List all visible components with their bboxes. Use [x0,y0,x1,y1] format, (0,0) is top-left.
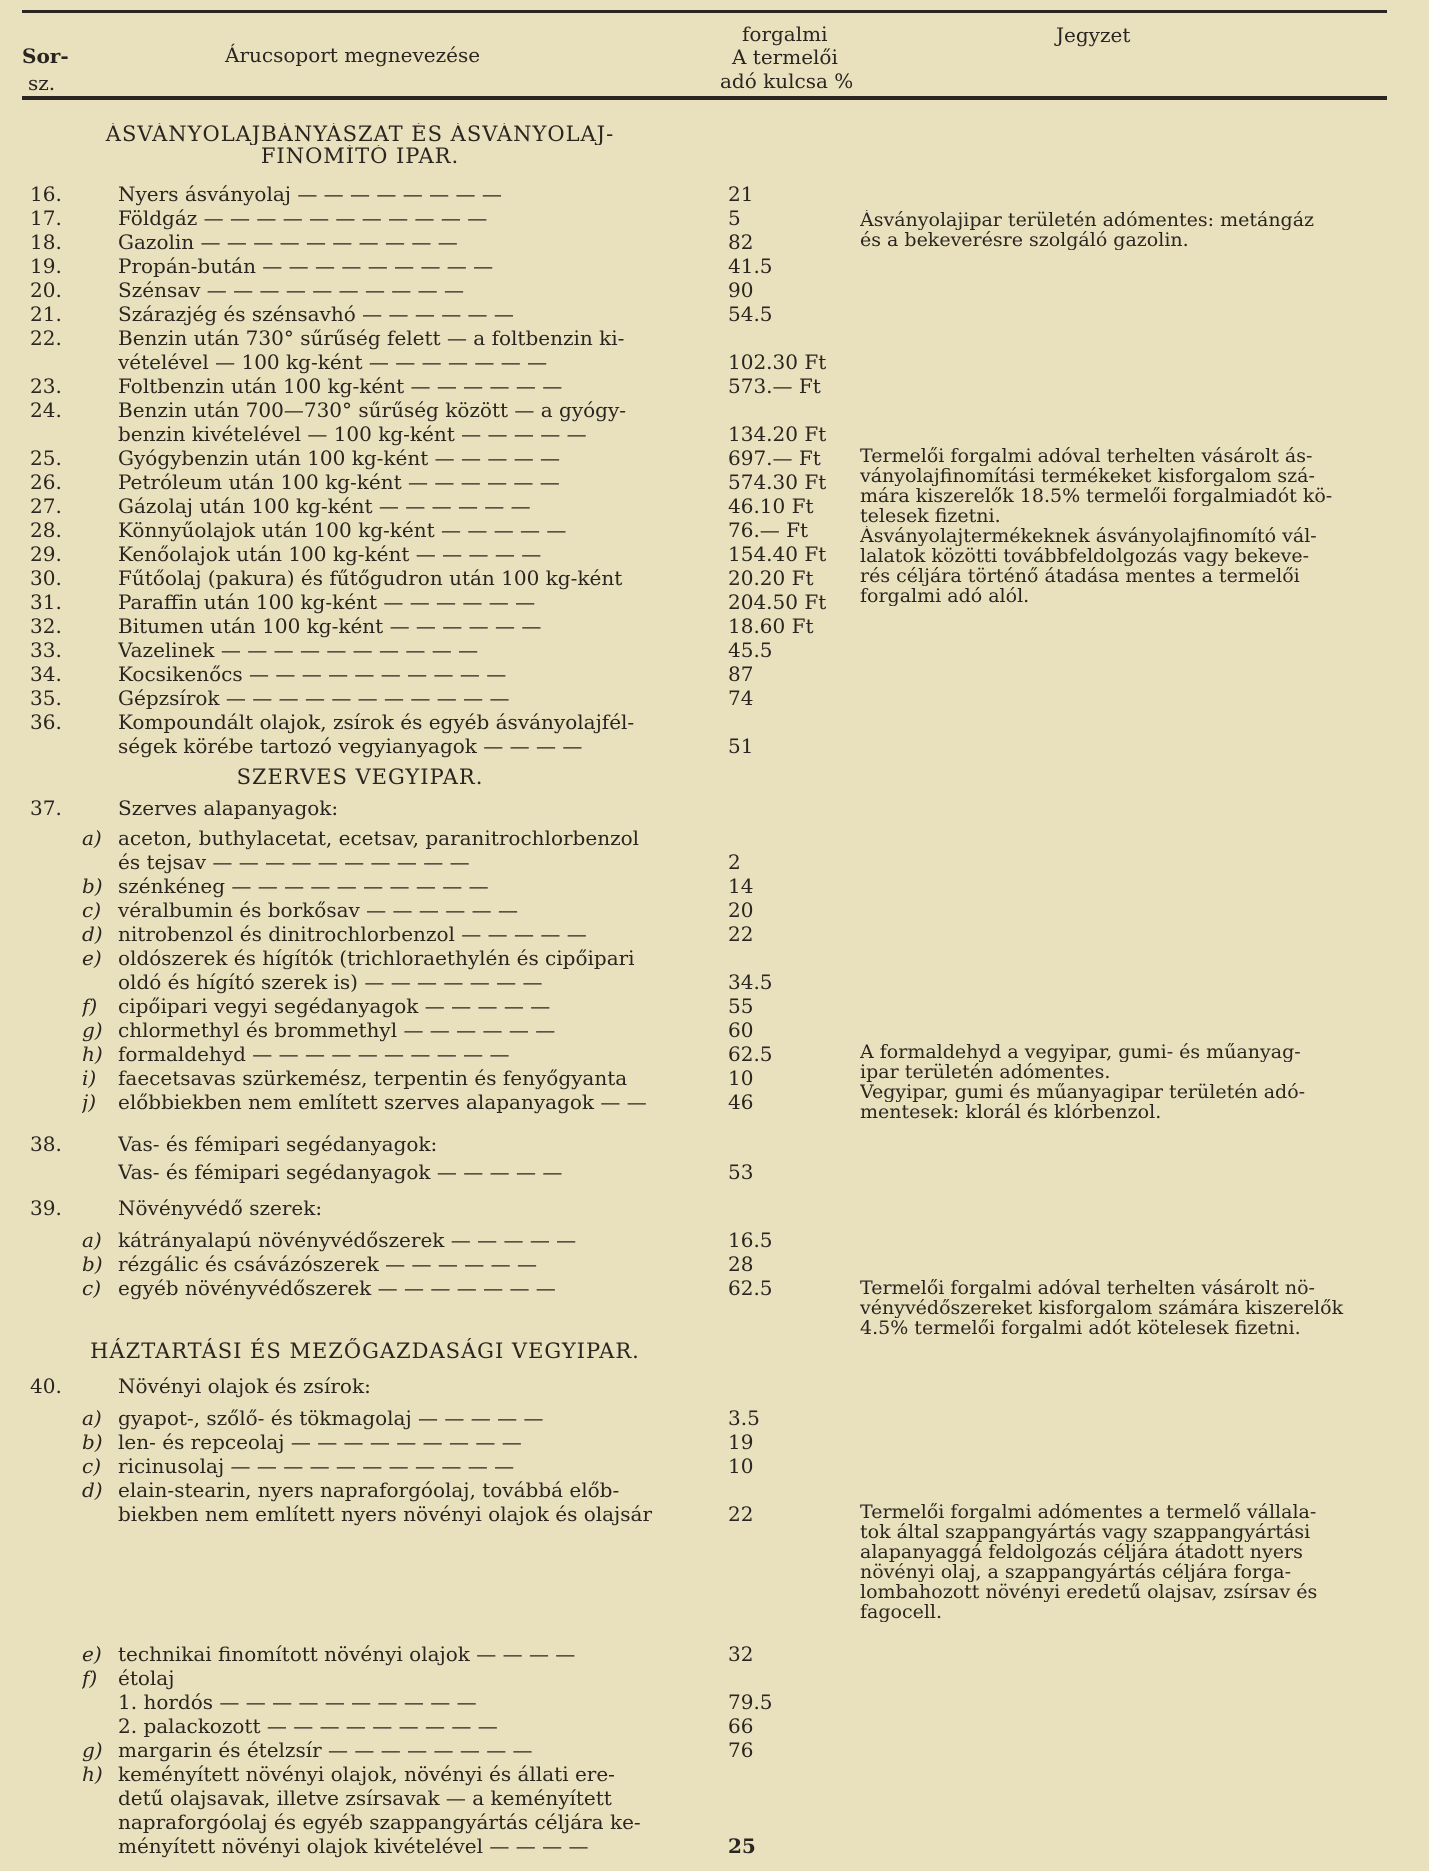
sub-item-text: oldó és hígító szerek is) — — — — — — — [118,970,543,994]
row-rate: 46.10 Ft [728,494,814,518]
row-number: 26. [30,470,62,494]
sub-item-c [82,1276,694,1300]
row-number: 37. [30,796,62,820]
row-number: 16. [30,182,62,206]
row-rate: 76.— Ft [728,518,809,542]
sub-item-text: technikai finomított növényi olajok — — — — [118,1642,576,1666]
sub-letter: e) [82,1642,102,1666]
sub-item-text: keményített növényi olajok, növényi és állati ere- [118,1762,615,1786]
note-line: forgalmi adó alól. [860,586,1030,606]
row-text: Bitumen után 100 kg-ként — — — — — — [118,614,542,638]
row-text: Kenőolajok után 100 kg-ként — — — — — [118,542,542,566]
row-number: 21. [30,302,62,326]
row-number: 28. [30,518,62,542]
sub-item-e [82,946,694,994]
note-formaldehyde [860,1042,1390,1122]
note-line: fagocell. [860,1602,943,1622]
section-title-organic-chemistry: SZERVES VEGYIPAR. [236,765,484,789]
row-rate: 60 [728,1018,754,1042]
note-line: A formaldehyd a vegyipar, gumi- és műanyag- [860,1042,1301,1062]
row-rate: 90 [728,278,754,302]
row-number: 36. [30,710,62,734]
row-number: 18. [30,230,62,254]
sub-item-c [82,1454,694,1478]
row-rate: 54.5 [728,302,773,326]
sub-item-g [82,1018,694,1042]
sub-item-text: véralbumin és borkősav — — — — — — [118,898,518,922]
note-line: 4.5% termelői forgalmi adót kötelesek fizetni. [860,1318,1301,1338]
row-rate: 102.30 Ft [728,350,827,374]
sub-item-a [82,826,694,874]
sub-letter: g) [82,1018,103,1042]
sub-item-f [82,994,694,1018]
row-text: Propán-bután — — — — — — — — — [118,254,494,278]
note-refinery-products [860,446,1390,606]
sub-item-h [82,1042,694,1066]
row-rate: 87 [728,662,754,686]
row-rate: 10 [728,1066,754,1090]
sub-item-text: formaldehyd — — — — — — — — — — [118,1042,510,1066]
sub-item-d [82,1478,694,1526]
sub-letter: c) [82,1454,102,1478]
row-text: Vas- és fémipari segédanyagok — — — — — [118,1160,563,1184]
sub-item-text: elain-stearin, nyers napraforgóolaj, továbbá előb- [118,1478,620,1502]
row-text: Szénsav — — — — — — — — — — [118,278,465,302]
sub-item-text: kátrányalapú növényvédőszerek — — — — — [118,1228,577,1252]
note-line: mára kiszerelők 18.5% termelői forgalmiadót kö- [860,486,1333,506]
row-rate: 5 [728,206,741,230]
row-text: Gyógybenzin után 100 kg-ként — — — — — [118,446,561,470]
row-rate: 204.50 Ft [728,590,827,614]
row-text: Gazolin — — — — — — — — — — [118,230,458,254]
row-rate: 697.— Ft [728,446,821,470]
row-number: 34. [30,662,62,686]
sub-letter: c) [82,898,102,922]
sub-item-text: faecetsavas szürkemész, terpentin és fenyőgyanta [118,1066,628,1090]
row-rate: 41.5 [728,254,773,278]
row-text: Petróleum után 100 kg-ként — — — — — — [118,470,560,494]
sub-item-text: gyapot-, szőlő- és tökmagolaj — — — — — [118,1406,544,1430]
note-line: lalatok közötti továbbfeldolgozás vagy bekeve- [860,546,1310,566]
note-line: telesek fizetni. [860,506,1001,526]
row-rate: 45.5 [728,638,773,662]
row-rate: 22 [728,1502,754,1526]
row-number: 31. [30,590,62,614]
sub-item-a [82,1228,694,1252]
row-text-line: Kompoundált olajok, zsírok és egyéb ásványolajfél- [118,710,635,734]
row-number: 35. [30,686,62,710]
sub-item-line [82,1810,694,1834]
sub-item-text: detű olajsavak, illetve zsírsavak — a keményített [118,1786,612,1810]
row-rate: 53 [728,1160,754,1184]
sub-item-text: aceton, buthylacetat, ecetsav, paranitrochlorbenzol [118,826,640,850]
note-line: Ásványolajipar területén adómentes: metángáz [860,210,1315,230]
header-name: Árucsoport megnevezése [225,43,481,67]
note-line: alapanyaggá feldolgozás céljára átadott nyers [860,1542,1303,1562]
row-text: Nyers ásványolaj — — — — — — — — [118,182,502,206]
row-rate: 79.5 [728,1690,773,1714]
row-text: Gépzsírok — — — — — — — — — — — [118,686,510,710]
row-text-line: ségek körébe tartozó vegyianyagok — — — — [118,734,583,758]
sub-item-text: oldószerek és hígítók (trichloraethylén és cipőipari [118,946,635,970]
note-line: lombahozott növényi eredetű olajsav, zsírsav és [860,1582,1318,1602]
row-rate: 573.— Ft [728,374,821,398]
header-note: Jegyzet [1056,23,1131,47]
sub-letter: h) [82,1042,103,1066]
row-rate: 154.40 Ft [728,542,827,566]
row-rate: 574.30 Ft [728,470,827,494]
sub-item-text: előbbiekben nem említett szerves alapanyagok — — [118,1090,647,1114]
row-rate: 22 [728,922,754,946]
sub-item-text: chlormethyl és brommethyl — — — — — — [118,1018,556,1042]
sub-letter: g) [82,1738,103,1762]
row-text-line: Benzin után 700—730° sűrűség között — a gyógy- [118,398,627,422]
sub-item-line [82,946,694,970]
sub-item-i [82,1066,694,1090]
note-line: Termelői forgalmi adóval terhelten vásárolt ás- [860,446,1313,466]
sub-item-b [82,1430,694,1454]
sub-item-text: biekben nem említett nyers növényi olajok és olajsár [118,1502,653,1526]
sub-sub-item-bottled: 2. palackozott — — — — — — — — — [118,1714,498,1738]
sub-item-j [82,1090,694,1114]
note-mineral-oil-exempt [860,210,1390,250]
note-soap-production [860,1502,1390,1622]
row-rate: 20.20 Ft [728,566,814,590]
row-text [118,398,693,446]
note-line: növényi olaj, a szappangyártás céljára forga- [860,1562,1292,1582]
row-rate: 19 [728,1430,754,1454]
sub-item-text: étolaj [118,1666,175,1690]
row-rate: 62.5 [728,1042,773,1066]
row-title: Növényvédő szerek: [118,1196,323,1220]
sub-letter: b) [82,1252,103,1276]
row-number: 20. [30,278,62,302]
row-rate: 14 [728,874,754,898]
sub-item-g [82,1738,694,1762]
row-text [118,326,693,374]
row-number: 32. [30,614,62,638]
row-rate: 66 [728,1714,754,1738]
row-title: Szerves alapanyagok: [118,796,339,820]
note-line: Termelői forgalmi adómentes a termelő vállala- [860,1502,1317,1522]
row-title: Növényi olajok és zsírok: [118,1374,371,1398]
sub-item-line [82,850,694,874]
sub-letter: h) [82,1762,103,1786]
note-line: Termelői forgalmi adóval terhelten vásárolt nö- [860,1278,1315,1298]
row-rate: 55 [728,994,754,1018]
row-number: 30. [30,566,62,590]
sub-item-line [82,826,694,850]
row-number: 38. [30,1132,62,1156]
row-number: 17. [30,206,62,230]
row-number: 23. [30,374,62,398]
row-rate: 32 [728,1642,754,1666]
row-number: 33. [30,638,62,662]
sub-letter: b) [82,1430,103,1454]
row-text: Földgáz — — — — — — — — — — — [118,206,488,230]
sub-item-text: ricinusolaj — — — — — — — — — — — [118,1454,515,1478]
header-bottom-rule [22,96,1387,100]
sub-item-e [82,1642,694,1666]
sub-item-text: cipőipari vegyi segédanyagok — — — — — [118,994,551,1018]
sub-item-f [82,1666,694,1690]
header-tax-3: adó kulcsa % [720,69,854,93]
row-rate: 28 [728,1252,754,1276]
row-rate: 16.5 [728,1228,773,1252]
row-text: Gázolaj után 100 kg-ként — — — — — — [118,494,531,518]
row-rate: 46 [728,1090,754,1114]
sub-item-text: margarin és ételzsír — — — — — — — — [118,1738,533,1762]
sub-item-text: és tejsav — — — — — — — — — — [118,850,470,874]
row-rate: 34.5 [728,970,773,994]
sub-item-line [82,1834,694,1858]
section-title-line: FINOMÍTÓ IPAR. [260,145,460,167]
row-title: Vas- és fémipari segédanyagok: [118,1132,438,1156]
sub-item-d [82,922,694,946]
sub-letter: d) [82,922,103,946]
row-text: Paraffin után 100 kg-ként — — — — — — [118,590,536,614]
row-number: 40. [30,1374,62,1398]
row-text-line: vételével — 100 kg-ként — — — — — — — [118,350,548,374]
row-text [118,710,693,758]
row-text: Vazelinek — — — — — — — — — — [118,638,479,662]
row-number: 19. [30,254,62,278]
sub-item-h [82,1762,694,1858]
sub-letter: d) [82,1478,103,1502]
row-rate: 25 [728,1834,756,1858]
row-text: Fűtőolaj (pakura) és fűtőgudron után 100 kg-ként [118,566,623,590]
row-text-line: benzin kivételével — 100 kg-ként — — — — — [118,422,587,446]
row-text: Kocsikenőcs — — — — — — — — — — [118,662,507,686]
row-rate: 74 [728,686,754,710]
header-sor: Sor- [22,44,69,68]
row-rate: 76 [728,1738,754,1762]
row-number: 27. [30,494,62,518]
row-rate: 20 [728,898,754,922]
row-text: Könnyűolajok után 100 kg-ként — — — — — [118,518,567,542]
sub-item-line [82,970,694,994]
sub-letter: e) [82,946,102,970]
note-line: mentesek: klorál és klórbenzol. [860,1102,1162,1122]
section-title-line: ÁSVÁNYOLAJBÁNYÁSZAT ÉS ÁSVÁNYOLAJ- [105,123,615,145]
sub-item-text: len- és repceolaj — — — — — — — — — [118,1430,522,1454]
note-line: rés céljára történő átadása mentes a termelői [860,566,1300,586]
note-line: Vegyipar, gumi és műanyagipar területén adó- [860,1082,1306,1102]
row-rate: 134.20 Ft [728,422,827,446]
note-line: vényvédőszereket kisforgalom számára kiszerelők [860,1298,1344,1318]
header-tax-1: forgalmi [742,22,828,46]
sub-item-a [82,1406,694,1430]
row-rate: 18.60 Ft [728,614,814,638]
top-rule [22,10,1387,13]
note-line: ványolajfinomítási termékeket kisforgalom szá- [860,466,1315,486]
sub-item-text: napraforgóolaj és egyéb szappangyártás céljára ke- [118,1810,641,1834]
sub-letter: a) [82,826,102,850]
sub-letter: j) [82,1090,97,1114]
sub-letter: a) [82,1406,102,1430]
row-rate: 10 [728,1454,754,1478]
row-rate: 3.5 [728,1406,760,1430]
sub-item-text: nitrobenzol és dinitrochlorbenzol — — — — — [118,922,587,946]
row-rate: 62.5 [728,1276,773,1300]
note-line: és a bekeverésre szolgáló gazolin. [860,230,1189,250]
header-tax-2: A termelői [732,45,838,69]
sub-letter: i) [82,1066,97,1090]
row-rate: 82 [728,230,754,254]
row-number: 22. [30,326,62,350]
sub-item-line [82,1502,694,1526]
note-plant-protection [860,1278,1390,1338]
row-rate: 2 [728,850,741,874]
sub-item-line [82,1762,694,1786]
section-title-household-chemistry: HÁZTARTÁSI ÉS MEZŐGAZDASÁGI VEGYIPAR. [90,1339,640,1363]
note-line: tok által szappangyártás vagy szappangyártási [860,1522,1311,1542]
row-number: 24. [30,398,62,422]
sub-item-text: rézgálic és csávázószerek — — — — — — [118,1252,537,1276]
sub-item-line [82,1478,694,1502]
sub-letter: b) [82,874,103,898]
row-number: 25. [30,446,62,470]
sub-item-text: egyéb növényvédőszerek — — — — — — — [118,1276,556,1300]
sub-letter: f) [82,1666,98,1690]
row-text: Szárazjég és szénsavhó — — — — — — [118,302,514,326]
section-title-mineral-oil [70,123,650,167]
sub-letter: c) [82,1276,102,1300]
sub-sub-item-barrel: 1. hordós — — — — — — — — — — [118,1690,477,1714]
sub-item-text: szénkéneg — — — — — — — — — — [118,874,489,898]
sub-item-text: ményített növényi olajok kivételével — — — — [118,1834,589,1858]
row-number: 39. [30,1196,62,1220]
sub-letter: f) [82,994,98,1018]
sub-item-b [82,1252,694,1276]
row-number: 29. [30,542,62,566]
sub-letter: a) [82,1228,102,1252]
note-line: ipar területén adómentes. [860,1062,1111,1082]
sub-item-line [82,1786,694,1810]
sub-item-c [82,898,694,922]
note-line: Ásványolajtermékeknek ásványolajfinomító vál- [860,526,1317,546]
row-rate: 21 [728,182,754,206]
row-text-line: Benzin után 730° sűrűség felett — a foltbenzin ki- [118,326,625,350]
row-rate: 51 [728,734,754,758]
sub-item-b [82,874,694,898]
header-sz: sz. [28,71,56,95]
row-text: Foltbenzin után 100 kg-ként — — — — — — [118,374,563,398]
